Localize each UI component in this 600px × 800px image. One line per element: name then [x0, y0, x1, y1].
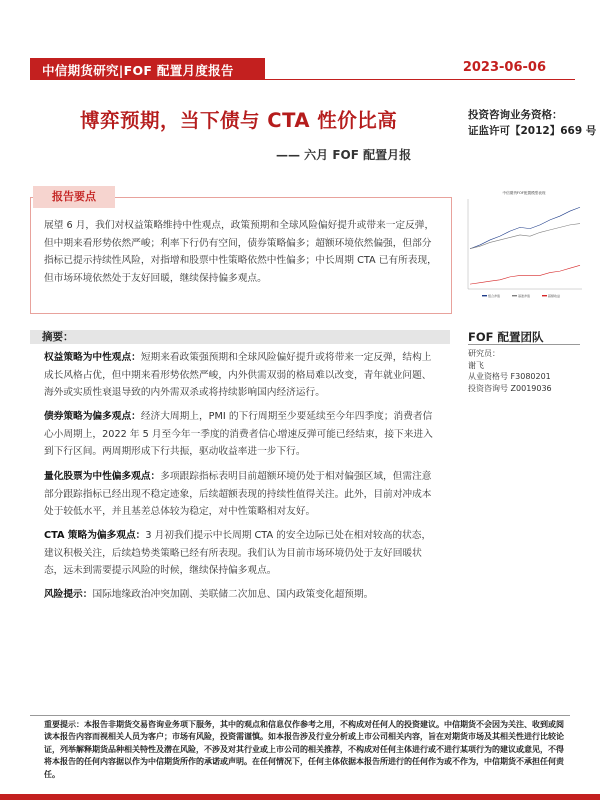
team-cert-qualification: 从业资格号 F3080201 [468, 372, 551, 381]
paragraph-lead: 风险提示： [44, 589, 93, 600]
abstract-heading: 摘要： [42, 331, 74, 343]
team-role: 研究员： [468, 349, 500, 358]
disclaimer-rule [30, 715, 570, 716]
report-subtitle: —— 六月 FOF 配置月报 [276, 148, 412, 162]
disclaimer-lead: 重要提示： [44, 720, 84, 729]
team-info [468, 348, 552, 394]
team-member-name: 谢飞 [468, 360, 484, 370]
legend-swatch-excess [542, 295, 547, 296]
legend-portfolio: 组合净值 [488, 294, 501, 298]
summary-text: 展望 6 月，我们对权益策略维持中性观点，政策预期和全球风险偏好提升或带来一定反弹，但中期来看形势依然严峻；利率下行仍有空间，债券策略偏多；超额环境依然偏强，但部分指标已提示持续性风险，对指增和股票中性策略依然中性偏多；中长周期 CTA 已有所表现，但市场环境依然处于友好回暖，继续保持偏多观点。 [44, 220, 437, 284]
abstract-heading-bar [30, 330, 450, 344]
disclaimer [44, 719, 571, 781]
legend-benchmark: 基准净值 [518, 294, 531, 298]
paragraph-cta [44, 527, 440, 580]
chart-series-line [470, 207, 580, 248]
paragraph-lead: 债券策略为偏多观点： [44, 411, 141, 422]
legend-swatch-portfolio [482, 295, 487, 296]
qualification-label: 投资咨询业务资格： [468, 109, 563, 121]
paragraph-bond [44, 408, 440, 461]
chart-series-line [470, 265, 580, 284]
team-cert-consulting: 投资咨询号 Z0019036 [468, 383, 552, 393]
report-date: 2023-06-06 [462, 60, 546, 75]
paragraph-lead: CTA 策略为偏多观点： [44, 530, 146, 541]
legend-swatch-benchmark [512, 295, 517, 296]
header-rule [265, 79, 575, 80]
paragraph-body: 多项跟踪指标表明目前超额环境仍处于相对偏强区域，但需注意部分跟踪指标已经出现不稳定迹象，后续超额表现的持续性值得关注。此外，目前对冲成本处于较低水平，并且基差总体较为稳定，对中性策略相对友好。 [44, 471, 432, 517]
chart-series-line [470, 224, 580, 249]
paragraph-equity [44, 349, 440, 402]
chart-legend [482, 293, 560, 298]
qualification-block [468, 107, 596, 139]
disclaimer-text: 本报告非期货交易咨询业务项下服务，其中的观点和信息仅作参考之用，不构成对任何人的投资建议。中信期货不会因为关注、收到或阅读本报告内容而视相关人员为客户；市场有风险，投资需谨慎。如本报告涉及行业分析或上市公司相关内容，旨在对期货市场及其相关性进行比较论证，列举解释期货品种相关特性及潜在风险，不涉及对其行业或上市公司的相关推荐，不构成对任何主体进行或不进行某项行为的建议或意见，不得将本报告的任何内容据以作为中信期货所作的承诺或声明。在任何情况下，任何主体依据本报告所进行的任何作为或不作为，中信期货不承担任何责任。 [44, 720, 564, 779]
performance-chart [462, 185, 586, 310]
paragraph-lead: 权益策略为中性观点： [44, 352, 141, 363]
paragraph-body: 短期来看政策强预期和全球风险偏好提升或将带来一定反弹，结构上成长风格占优，但中期来看形势依然严峻，内外供需双弱的格局难以改变，青年就业问题、海外或实质性衰退导致的内外需双杀或将持续影响国内经济运行。 [44, 352, 432, 398]
report-series-banner [30, 58, 265, 80]
report-title: 博弈预期，当下债与 CTA 性价比高 [80, 109, 398, 132]
team-title: FOF 配置团队 [468, 330, 544, 344]
qualification-license: 证监许可【2012】669 号 [468, 125, 597, 137]
footer-bar [0, 794, 600, 800]
summary-tag: 报告要点 [33, 186, 115, 208]
paragraph-risk [44, 586, 440, 604]
paragraph-body: 3 月初我们提示中长周期 CTA 的安全边际已处在相对较高的状态，建议积极关注，后续趋势类策略已经有所表现。我们认为目前市场环境仍处于友好回暖状态，远未到需要提示风险的时候，继续保持偏多观点。 [44, 530, 432, 576]
paragraph-lead: 量化股票为中性偏多观点： [44, 471, 161, 482]
chart-title: 中信期货FOF配置模型表现 [502, 191, 546, 195]
paragraph-body: 经济大周期上，PMI 的下行周期至少要延续至今年四季度；消费者信心小周期上，2022 年 5 月至今年一季度的消费者信心增速反弹可能已经结束，接下来进入到下行区间。两周期形成下行共振，驱动收益率进一步下行。 [44, 411, 433, 457]
team-rule [468, 344, 580, 345]
paragraph-body: 国际地缘政治冲突加剧、美联储二次加息、国内政策变化超预期。 [92, 589, 374, 600]
report-series-label: 中信期货研究|FOF 配置月度报告 [42, 63, 234, 78]
paragraph-quant [44, 468, 440, 521]
legend-excess: 超额收益 [548, 294, 561, 298]
